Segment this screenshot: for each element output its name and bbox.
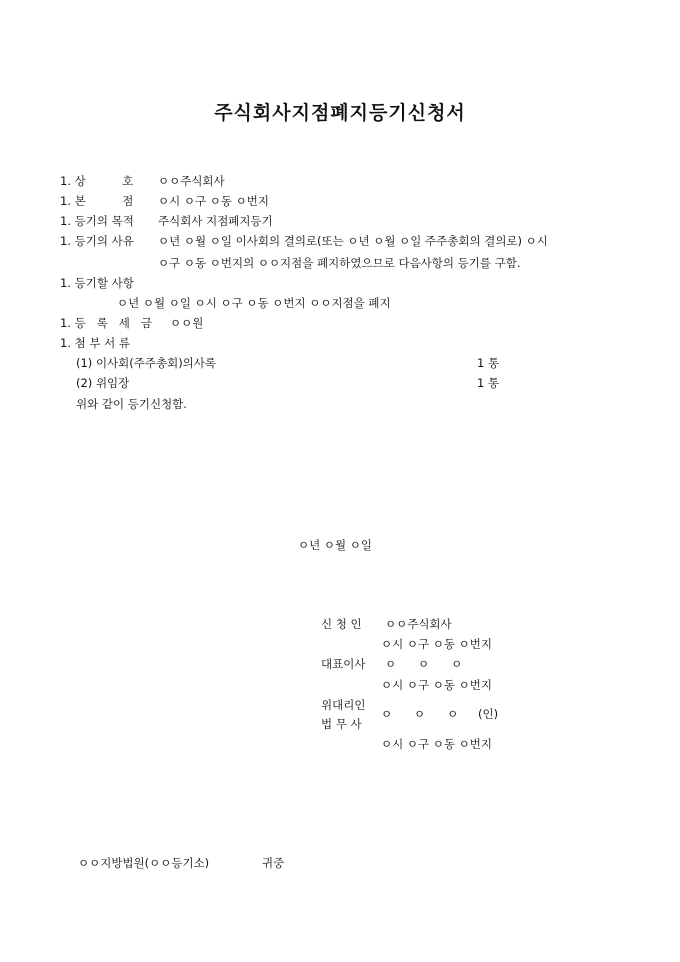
court-suffix: 귀중 xyxy=(262,856,285,870)
item-head-office-label: 1. 본 점 xyxy=(60,194,134,208)
item-reason-value-line2: ㅇ구 ㅇ동 ㅇ번지의 ㅇㅇ지점을 폐지하였으므로 다음사항의 등기를 구함. xyxy=(158,256,521,270)
attachment-1-count: 1 통 xyxy=(477,356,500,370)
item-reason-label: 1. 등기의 사유 xyxy=(60,234,134,248)
agent-seal: (인) xyxy=(478,707,499,721)
item-reason xyxy=(60,233,548,249)
item-matters-value: ㅇ년 ㅇ월 ㅇ일 ㅇ시 ㅇ구 ㅇ동 ㅇ번지 ㅇㅇ지점을 폐지 xyxy=(117,296,391,310)
document-title: 주식회사지점폐지등기신청서 xyxy=(214,102,466,124)
item-purpose-value: 주식회사 지점폐지등기 xyxy=(158,214,273,228)
item-purpose-label: 1. 등기의 목적 xyxy=(60,214,134,228)
item-registration-tax-value: ㅇㅇ원 xyxy=(170,316,204,330)
agent-name: ㅇ ㅇ ㅇ xyxy=(381,707,459,721)
applicant-address: ㅇ시 ㅇ구 ㅇ동 ㅇ번지 xyxy=(381,637,492,651)
item-trade-name-value: ㅇㅇ주식회사 xyxy=(158,174,225,188)
applicant-label: 신 청 인 xyxy=(321,617,362,631)
item-purpose xyxy=(60,213,273,229)
item-registration-tax-label: 1. 등 록 세 금 xyxy=(60,316,152,330)
court-name: ㅇㅇ지방법원(ㅇㅇ등기소) xyxy=(78,856,210,870)
item-head-office-value: ㅇ시 ㅇ구 ㅇ동 ㅇ번지 xyxy=(158,194,269,208)
item-reason-value-line1: ㅇ년 ㅇ월 ㅇ일 이사회의 결의로(또는 ㅇ년 ㅇ월 ㅇ일 주주총회의 결의로) ㅇ시 xyxy=(158,234,548,248)
item-trade-name-label: 1. 상 호 xyxy=(60,174,134,188)
item-head-office xyxy=(60,193,269,209)
representative-address: ㅇ시 ㅇ구 ㅇ동 ㅇ번지 xyxy=(381,678,492,692)
item-matters-label: 1. 등기할 사항 xyxy=(60,276,134,290)
agent-label-line1: 위대리인 xyxy=(321,698,366,712)
closing-statement: 위와 같이 등기신청함. xyxy=(76,397,187,411)
item-trade-name xyxy=(60,173,225,189)
agent-label-line2: 법 무 사 xyxy=(321,717,362,731)
applicant-name: ㅇㅇ주식회사 xyxy=(385,617,452,631)
item-registration-tax xyxy=(60,315,203,331)
representative-name: ㅇ ㅇ ㅇ xyxy=(385,657,463,671)
representative-label: 대표이사 xyxy=(321,657,366,671)
attachment-2-count: 1 통 xyxy=(477,376,500,390)
attachment-1-name: (1) 이사회(주주총회)의사록 xyxy=(76,356,217,370)
filing-date: ㅇ년 ㅇ월 ㅇ일 xyxy=(298,538,372,552)
agent-address: ㅇ시 ㅇ구 ㅇ동 ㅇ번지 xyxy=(381,737,492,751)
attachment-2-name: (2) 위임장 xyxy=(76,376,130,390)
item-attachments-label: 1. 첨 부 서 류 xyxy=(60,336,131,350)
